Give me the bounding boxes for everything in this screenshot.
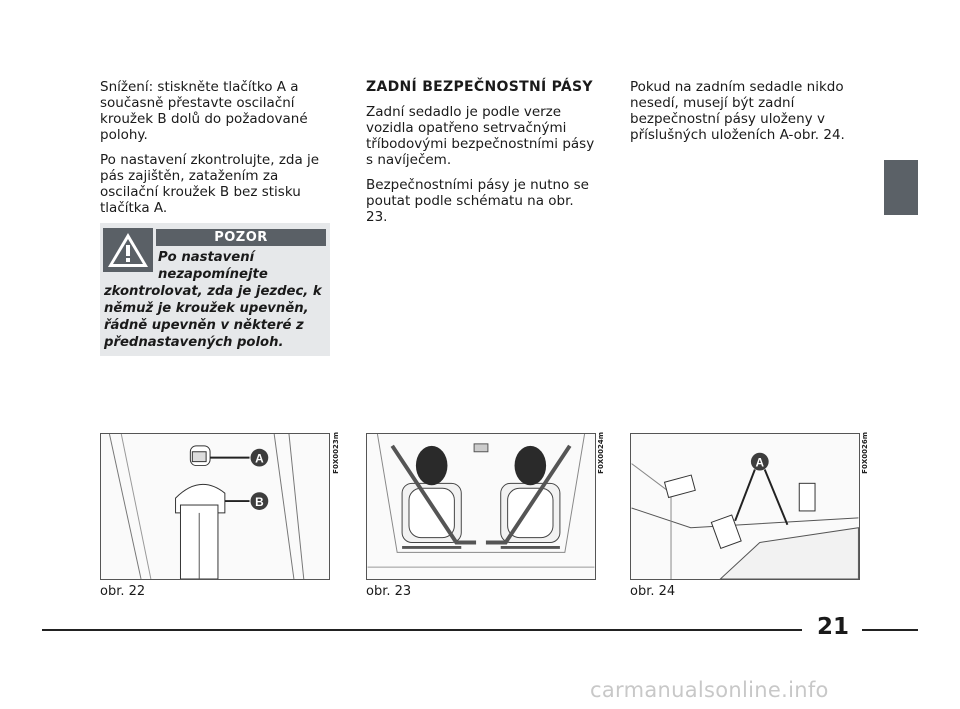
middle-para-1: Zadní sedadlo je podle verze vozidla opatřeno setrvačnými tříbodovými bezpečnostními pásy s navíječem. [366,104,595,168]
figure-23-code: F0X0024m [597,432,605,474]
warning-box [100,223,330,356]
right-para-1: Pokud na zadním sedadle nikdo nesedí, musejí být zadní bezpečnostní pásy uloženy v příslušných uloženích A-obr. 24. [630,79,845,143]
warning-rest: zkontrolovat, zda je jezdec, k němuž je kroužek upevněn, řádně upevněn v některé z přednastavených poloh. [104,284,322,350]
page-number: 21 [816,614,849,640]
warning-text [104,249,322,351]
figure-24 [630,433,860,580]
figure-24-caption: obr. 24 [630,584,676,599]
footer-rule-right [862,629,918,631]
right-column [630,79,862,152]
section-tab [884,160,918,215]
left-column [100,79,332,225]
seatbelt-stowage-illustration [631,434,859,579]
figure-24-label-a: A [755,455,765,470]
rear-seatbelt-scheme-illustration [367,434,595,579]
figure-22-caption: obr. 22 [100,584,146,599]
figure-22-label-b: B [255,495,264,510]
seatbelt-height-adjuster-illustration [101,434,329,579]
figure-24-code: F0X0026m [861,432,869,474]
middle-column [366,79,598,234]
watermark: carmanualsonline.info [590,678,829,702]
footer-rule-left [42,629,802,631]
figure-22-code: F0X0023m [332,432,340,474]
left-para-1: Snížení: stiskněte tlačítko A a současně přestavte oscilační kroužek B dolů do požadované polohy. [100,79,308,143]
left-para-2: Po nastavení zkontrolujte, zda je pás zajištěn, zatažením za oscilační kroužek B bez stisku tlačítka A. [100,152,320,216]
figure-22-label-a: A [255,451,264,466]
figure-23 [366,433,596,580]
middle-para-2: Bezpečnostními pásy je nutno se poutat podle schématu na obr. 23. [366,177,589,225]
figure-22 [100,433,330,580]
figure-23-caption: obr. 23 [366,584,412,599]
warning-line-2: nezapomínejte [158,267,268,282]
warning-line-1: Po nastavení [158,250,255,265]
section-heading: ZADNÍ BEZPEČNOSTNÍ PÁSY [366,79,593,95]
warning-title: POZOR [156,229,326,246]
